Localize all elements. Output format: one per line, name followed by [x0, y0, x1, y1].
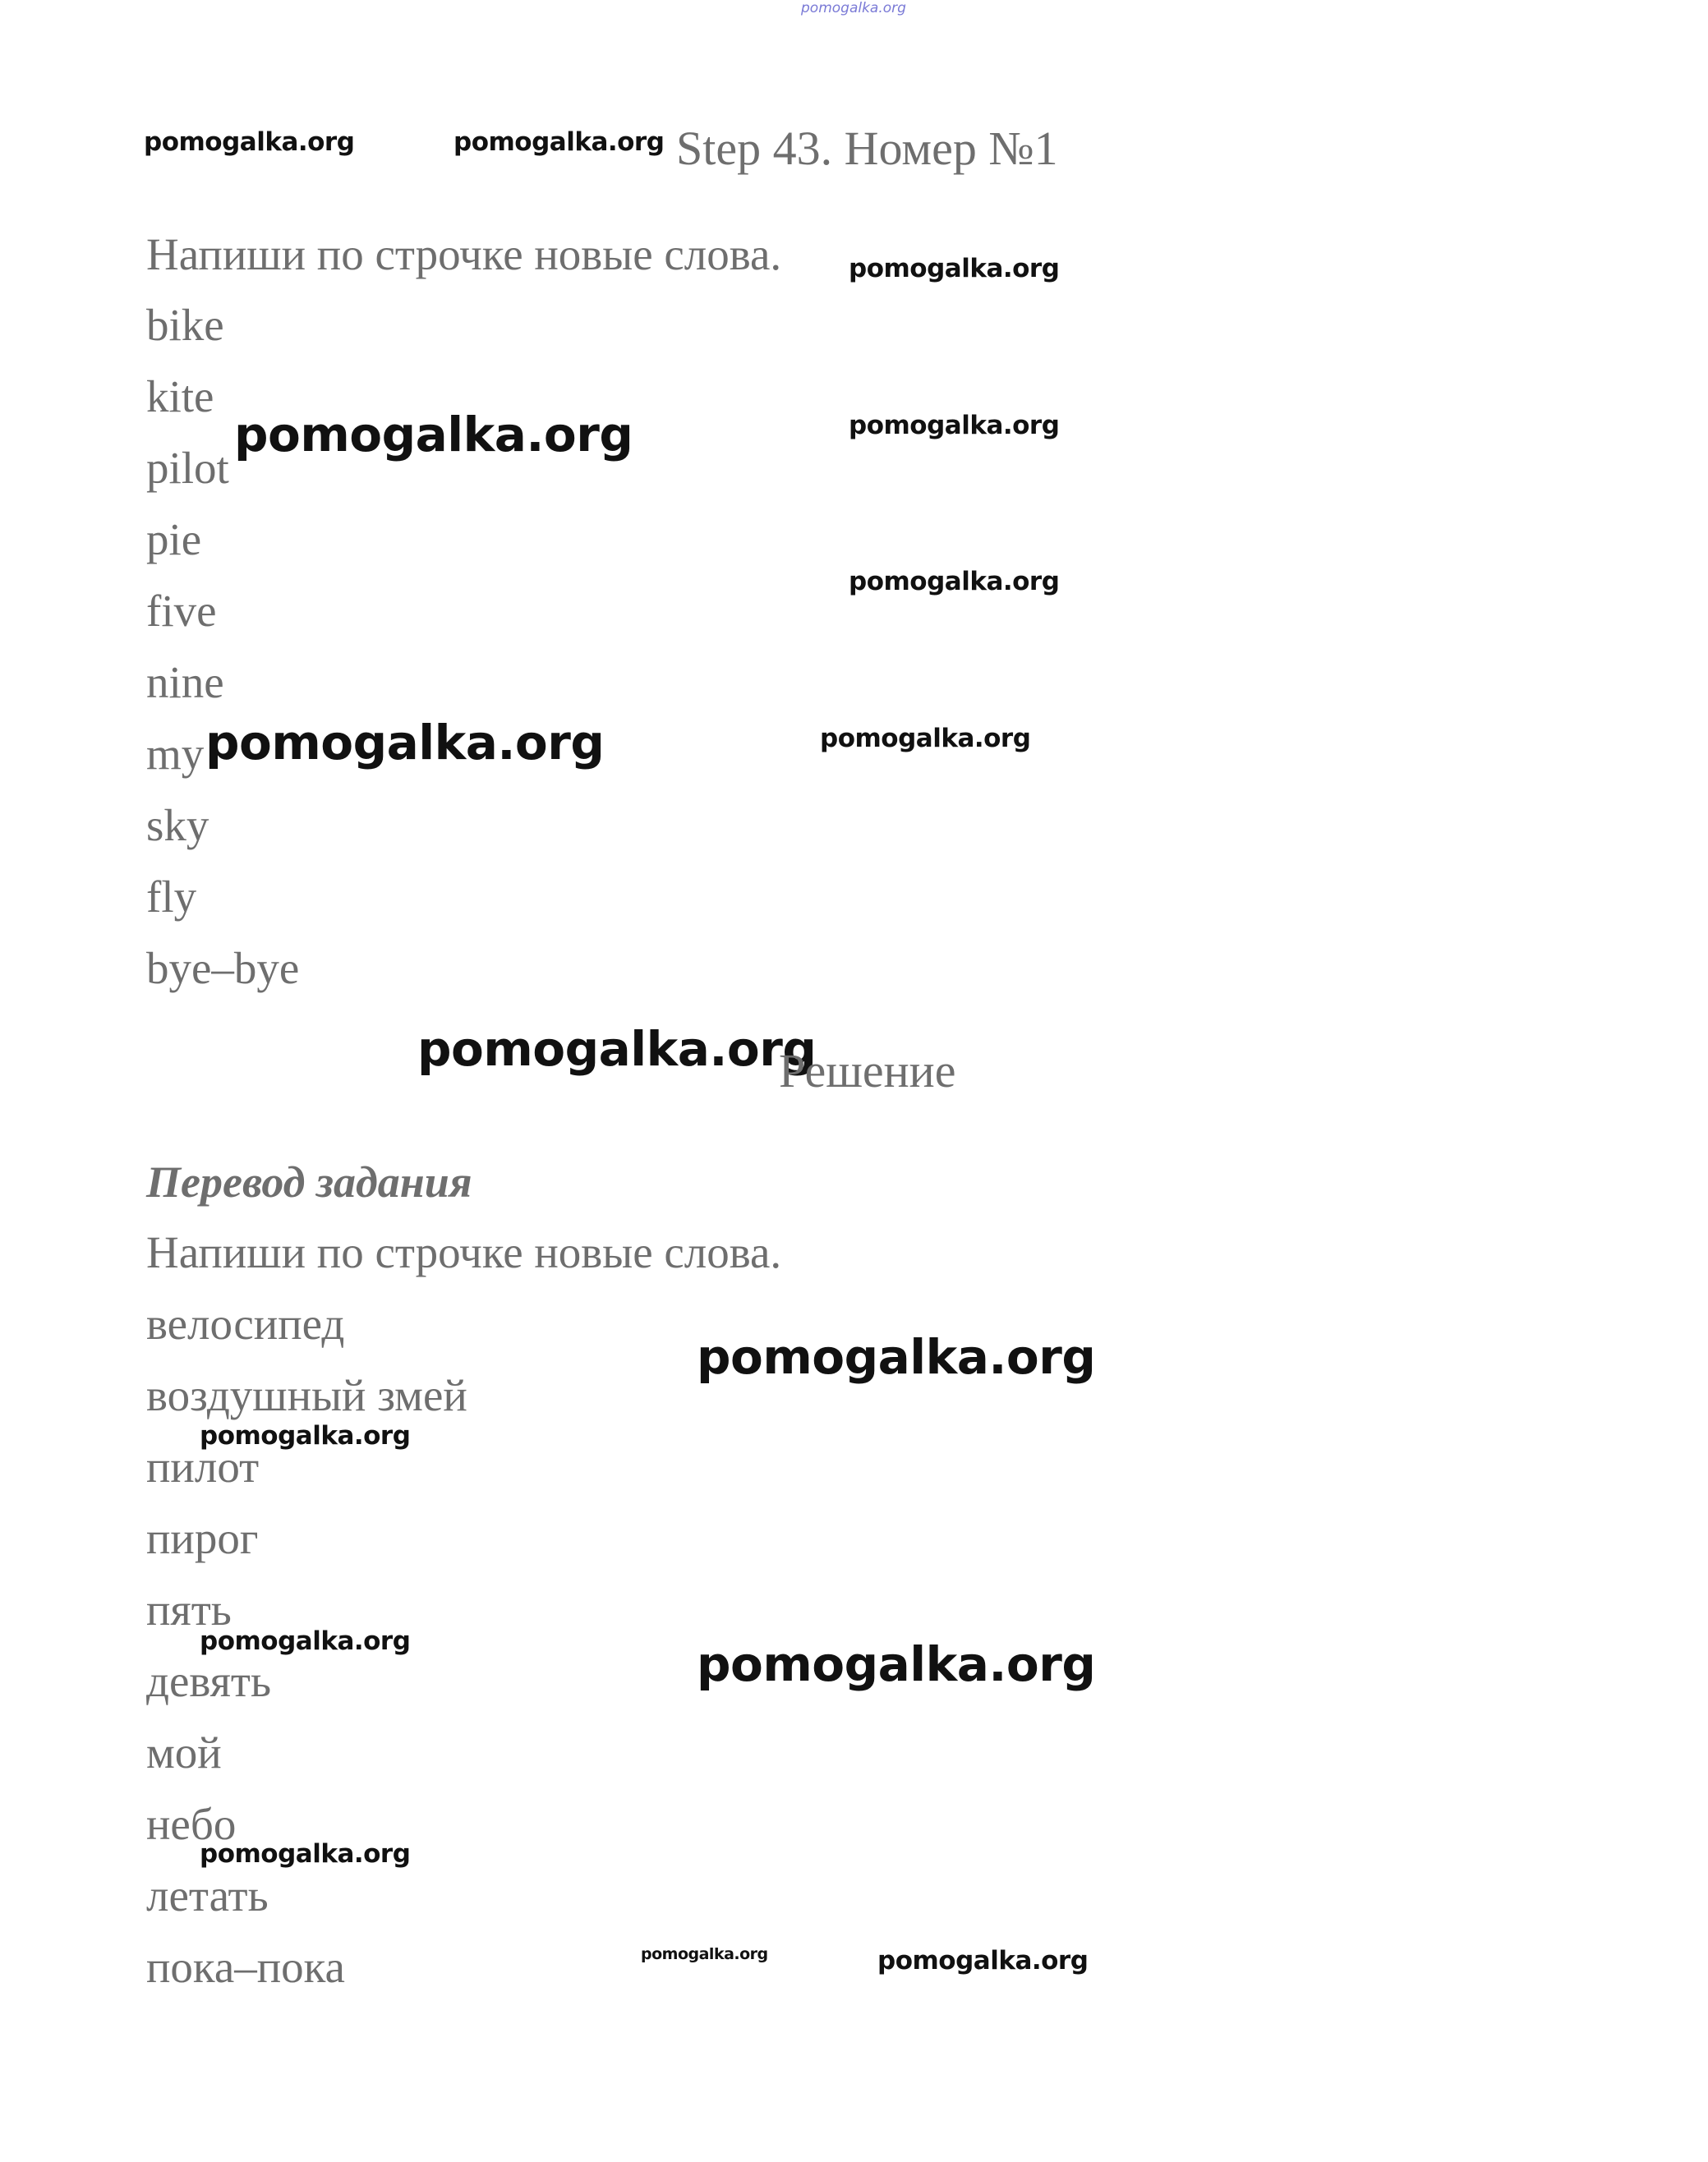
word-ru: летать — [146, 1870, 269, 1920]
page-title: Step 43. Номер №1 — [676, 122, 1058, 175]
solution-label: Решение — [779, 1044, 956, 1097]
word-ru: мой — [146, 1727, 222, 1778]
word-en: bye–bye — [146, 943, 300, 993]
word-en: nine — [146, 657, 224, 707]
watermark-tiny: pomogalka.org — [641, 1945, 768, 1963]
watermark-task: pomogalka.org — [849, 254, 1060, 283]
word-en: kite — [146, 371, 214, 421]
watermark-small-7: pomogalka.org — [877, 1946, 1089, 1976]
word-ru: велосипед — [146, 1299, 345, 1349]
watermark-small-1: pomogalka.org — [849, 411, 1060, 440]
top-watermark: pomogalka.org — [801, 0, 906, 16]
watermark-small-2: pomogalka.org — [849, 567, 1060, 596]
watermark-large-1: pomogalka.org — [234, 407, 633, 462]
word-ru: пока–пока — [146, 1942, 345, 1992]
watermark-small-4: pomogalka.org — [200, 1421, 411, 1451]
word-ru: девять — [146, 1656, 272, 1706]
word-en: my — [146, 729, 205, 779]
word-ru: пять — [146, 1585, 232, 1635]
word-en: fly — [146, 872, 197, 922]
watermark-small-3: pomogalka.org — [820, 724, 1031, 753]
translation-task: Напиши по строчке новые слова. — [146, 1227, 782, 1277]
watermark-large-5: pomogalka.org — [697, 1636, 1096, 1692]
translation-heading: Перевод задания — [146, 1157, 472, 1207]
word-ru: пирог — [146, 1513, 259, 1563]
word-en: sky — [146, 800, 209, 850]
word-ru: воздушный змей — [146, 1370, 467, 1420]
word-en: five — [146, 586, 217, 636]
watermark-large-2: pomogalka.org — [205, 715, 605, 770]
word-en: pie — [146, 514, 202, 564]
watermark-large-3: pomogalka.org — [417, 1021, 817, 1077]
watermark-header-2: pomogalka.org — [453, 127, 665, 157]
watermark-small-6: pomogalka.org — [200, 1839, 411, 1869]
watermark-large-4: pomogalka.org — [697, 1329, 1096, 1385]
word-ru: небо — [146, 1799, 237, 1849]
watermark-small-5: pomogalka.org — [200, 1626, 411, 1656]
watermark-header-1: pomogalka.org — [144, 127, 355, 157]
word-ru: пилот — [146, 1442, 260, 1492]
word-en: pilot — [146, 443, 229, 493]
word-en: bike — [146, 300, 224, 350]
task-text: Напиши по строчке новые слова. — [146, 229, 782, 279]
